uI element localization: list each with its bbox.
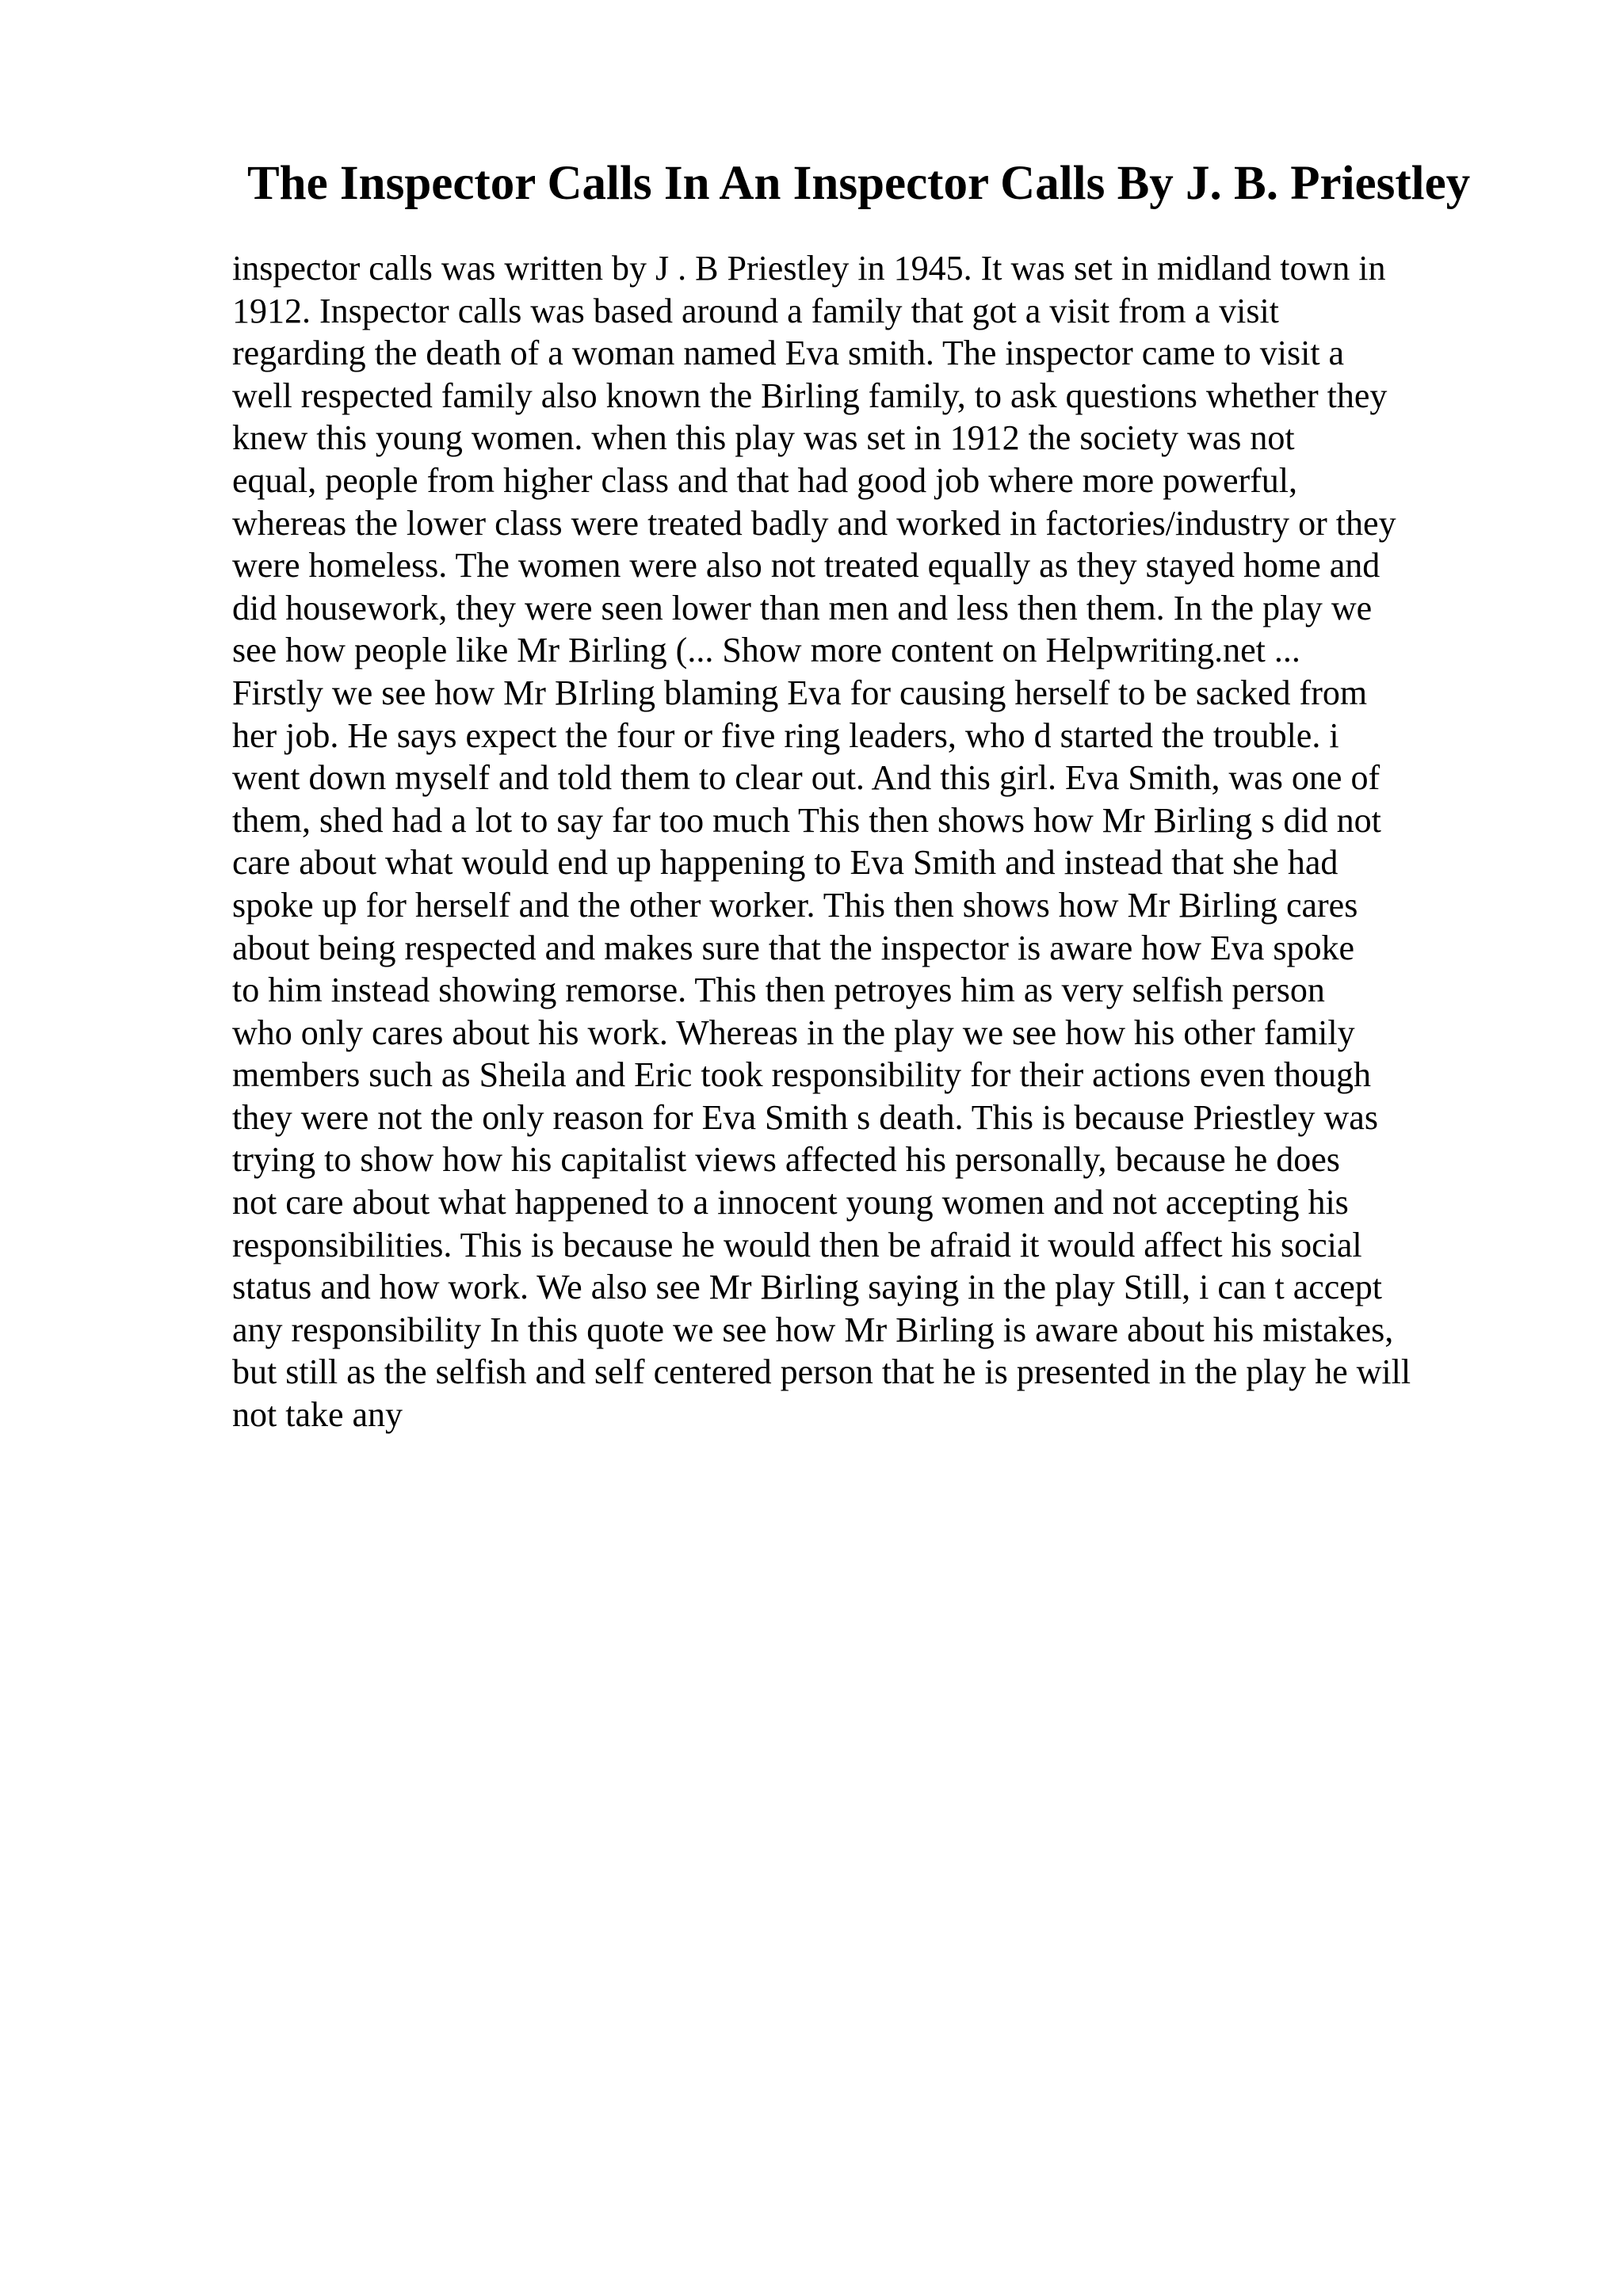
body-line: but still as the selfish and self centered person that he is presented in the play he will [232, 1352, 1411, 1392]
body-line: well respected family also known the Birling family, to ask questions whether they [232, 376, 1388, 415]
body-line: status and how work. We also see Mr Birling saying in the play Still, i can t accept [232, 1268, 1383, 1307]
body-line: any responsibility In this quote we see how Mr Birling is aware about his mistakes, [232, 1310, 1394, 1349]
body-line: whereas the lower class were treated badly and worked in factories/industry or they [232, 503, 1396, 543]
body-line: went down myself and told them to clear out. And this girl. Eva Smith, was one of [232, 758, 1381, 798]
body-line: spoke up for herself and the other worker. This then shows how Mr Birling cares [232, 885, 1358, 925]
body-line: inspector calls was written by J . B Priestley in 1945. It was set in midland town in [232, 249, 1386, 288]
body-line: them, shed had a lot to say far too much This then shows how Mr Birling s did not [232, 800, 1381, 840]
body-line: responsibilities. This is because he would then be afraid it would affect his social [232, 1225, 1362, 1264]
body-line: did housework, they were seen lower than men and less then them. In the play we [232, 588, 1373, 627]
body-line: care about what would end up happening to Eva Smith and instead that she had [232, 843, 1338, 883]
body-line: equal, people from higher class and that had good job where more powerful, [232, 460, 1298, 500]
body-line: regarding the death of a woman named Eva smith. The inspector came to visit a [232, 334, 1345, 373]
document-title: The Inspector Calls In An Inspector Calls By J. B. Priestley [247, 157, 1471, 210]
body-line: her job. He says expect the four or five ring leaders, who d started the trouble. i [232, 715, 1339, 755]
body-line: Firstly we see how Mr BIrling blaming Eva for causing herself to be sacked from [232, 673, 1368, 712]
body-line: about being respected and makes sure that the inspector is aware how Eva spoke [232, 928, 1355, 967]
body-line: were homeless. The women were also not treated equally as they stayed home and [232, 546, 1381, 585]
body-line: members such as Sheila and Eric took responsibility for their actions even though [232, 1055, 1372, 1095]
body-line: trying to show how his capitalist views affected his personally, because he does [232, 1140, 1340, 1180]
body-line: not take any [232, 1395, 403, 1435]
body-line: who only cares about his work. Whereas in the play we see how his other family [232, 1013, 1355, 1052]
body-line: 1912. Inspector calls was based around a family that got a visit from a visit [232, 291, 1279, 330]
body-line: they were not the only reason for Eva Smith s death. This is because Priestley was [232, 1097, 1378, 1137]
document-body [232, 247, 1411, 1436]
body-line: see how people like Mr Birling (... Show more content on Helpwriting.net ... [232, 631, 1300, 670]
body-line: not care about what happened to a innocent young women and not accepting his [232, 1183, 1349, 1222]
body-line: to him instead showing remorse. This then petroyes him as very selfish person [232, 971, 1325, 1010]
body-line: knew this young women. when this play was set in 1912 the society was not [232, 418, 1295, 458]
